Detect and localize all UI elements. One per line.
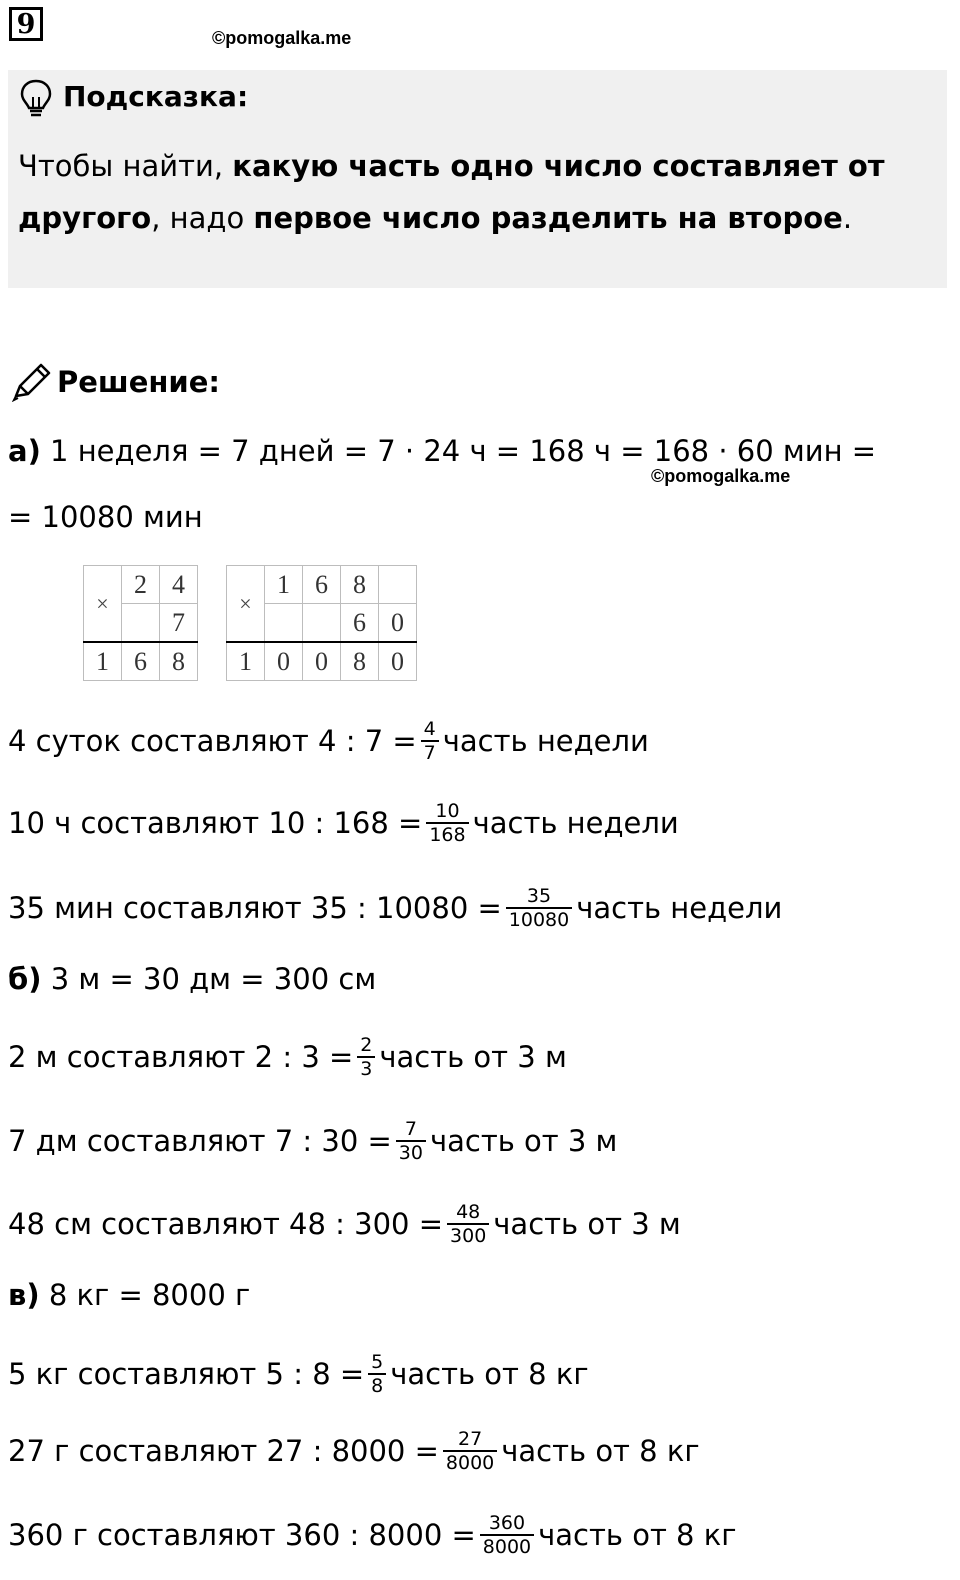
denominator: 8	[368, 1373, 386, 1397]
numerator: 360	[488, 1512, 526, 1534]
part-a-text: 1 неделя = 7 дней = 7 · 24 ч = 168 ч = 168 · 60 мин =	[50, 434, 877, 468]
part-c-text: 8 кг = 8000 г	[48, 1278, 251, 1312]
numerator: 7	[404, 1118, 417, 1140]
numerator: 35	[526, 885, 552, 907]
digit: 6	[303, 566, 341, 604]
denominator: 10080	[506, 907, 572, 931]
hint-line-1	[18, 146, 885, 186]
digit: 6	[122, 642, 160, 681]
digit: 8	[341, 642, 379, 681]
digit: 2	[122, 566, 160, 604]
fraction	[368, 1351, 386, 1397]
multiplication-168x60	[226, 565, 417, 681]
item-tail: часть недели	[576, 891, 783, 925]
part-b-line	[8, 959, 376, 999]
digit: 8	[160, 642, 198, 681]
item-tail: часть недели	[472, 806, 679, 840]
item-text: 10 ч составляют 10 : 168 =	[8, 806, 423, 840]
hint-text-bold: другого	[18, 201, 152, 235]
part-a-item	[8, 718, 649, 764]
part-b-item	[8, 1201, 681, 1247]
part-c-item	[8, 1512, 736, 1558]
hint-text-bold: какую часть одно число составляет от	[232, 149, 885, 183]
denominator: 3	[357, 1056, 375, 1080]
item-text: 27 г составляют 27 : 8000 =	[8, 1434, 439, 1468]
item-tail: часть от 3 м	[379, 1040, 567, 1074]
hint-title: Подсказка:	[63, 80, 249, 113]
hint-line-2	[18, 198, 852, 238]
hint-text-plain: , надо	[151, 201, 254, 235]
denominator: 8000	[480, 1534, 534, 1558]
part-a-line-1	[8, 431, 876, 471]
part-a-label: а)	[8, 434, 41, 468]
solution-title: Решение:	[57, 365, 221, 399]
item-tail: часть от 3 м	[429, 1124, 618, 1158]
item-text: 7 дм составляют 7 : 30 =	[8, 1124, 392, 1158]
watermark: ©pomogalka.me	[212, 28, 352, 48]
part-b-item	[8, 1118, 617, 1164]
item-text: 4 суток составляют 4 : 7 =	[8, 724, 417, 758]
item-text: 360 г составляют 360 : 8000 =	[8, 1518, 476, 1552]
fraction	[443, 1428, 497, 1474]
digit: 1	[227, 642, 265, 681]
lightbulb-icon	[18, 78, 54, 118]
hint-text-plain: Чтобы найти,	[18, 149, 233, 183]
part-c-line	[8, 1275, 250, 1315]
part-a-line-2: = 10080 мин	[8, 500, 203, 534]
numerator: 27	[457, 1428, 483, 1450]
digit: 4	[160, 566, 198, 604]
digit	[122, 604, 160, 643]
fraction	[506, 885, 572, 931]
denominator: 30	[396, 1140, 426, 1164]
fraction	[480, 1512, 534, 1558]
times-sign: ×	[227, 566, 265, 643]
digit: 0	[379, 604, 417, 643]
part-c-label: в)	[8, 1278, 40, 1312]
numerator: 5	[371, 1351, 384, 1373]
digit: 1	[265, 566, 303, 604]
fraction	[447, 1201, 489, 1247]
part-c-item	[8, 1351, 589, 1397]
hint-text-bold: первое число разделить на второе	[253, 201, 843, 235]
part-b-item	[8, 1034, 567, 1080]
numerator: 48	[456, 1201, 481, 1223]
item-tail: часть от 8 кг	[538, 1518, 737, 1552]
multiplication-24x7	[83, 565, 198, 681]
watermark: ©pomogalka.me	[651, 466, 791, 486]
digit: 8	[341, 566, 379, 604]
task-number: 9	[9, 7, 43, 41]
denominator: 300	[447, 1223, 489, 1247]
times-sign: ×	[84, 566, 122, 643]
item-text: 5 кг составляют 5 : 8 =	[8, 1357, 365, 1391]
numerator: 10	[435, 800, 460, 822]
item-text: 35 мин составляют 35 : 10080 =	[8, 891, 502, 925]
fraction	[357, 1034, 375, 1080]
item-tail: часть недели	[442, 724, 649, 758]
pencil-icon	[10, 362, 52, 402]
digit	[303, 604, 341, 643]
denominator: 168	[426, 822, 468, 846]
fraction	[426, 800, 468, 846]
part-a-item	[8, 885, 782, 931]
item-text: 2 м составляют 2 : 3 =	[8, 1040, 354, 1074]
part-a-item	[8, 800, 679, 846]
digit	[379, 566, 417, 604]
part-b-text: 3 м = 30 дм = 300 см	[50, 962, 377, 996]
digit	[265, 604, 303, 643]
item-text: 48 см составляют 48 : 300 =	[8, 1207, 444, 1241]
digit: 0	[303, 642, 341, 681]
digit: 1	[84, 642, 122, 681]
part-b-label: б)	[8, 962, 42, 996]
digit: 7	[160, 604, 198, 643]
item-tail: часть от 8 кг	[501, 1434, 700, 1468]
denominator: 8000	[443, 1450, 497, 1474]
numerator: 4	[423, 718, 436, 740]
numerator: 2	[360, 1034, 373, 1056]
item-tail: часть от 8 кг	[390, 1357, 589, 1391]
denominator: 7	[421, 740, 439, 764]
part-c-item	[8, 1428, 700, 1474]
hint-text-plain: .	[842, 201, 853, 235]
item-tail: часть от 3 м	[493, 1207, 681, 1241]
fraction	[396, 1118, 426, 1164]
digit: 0	[265, 642, 303, 681]
digit: 0	[379, 642, 417, 681]
fraction	[421, 718, 439, 764]
digit: 6	[341, 604, 379, 643]
